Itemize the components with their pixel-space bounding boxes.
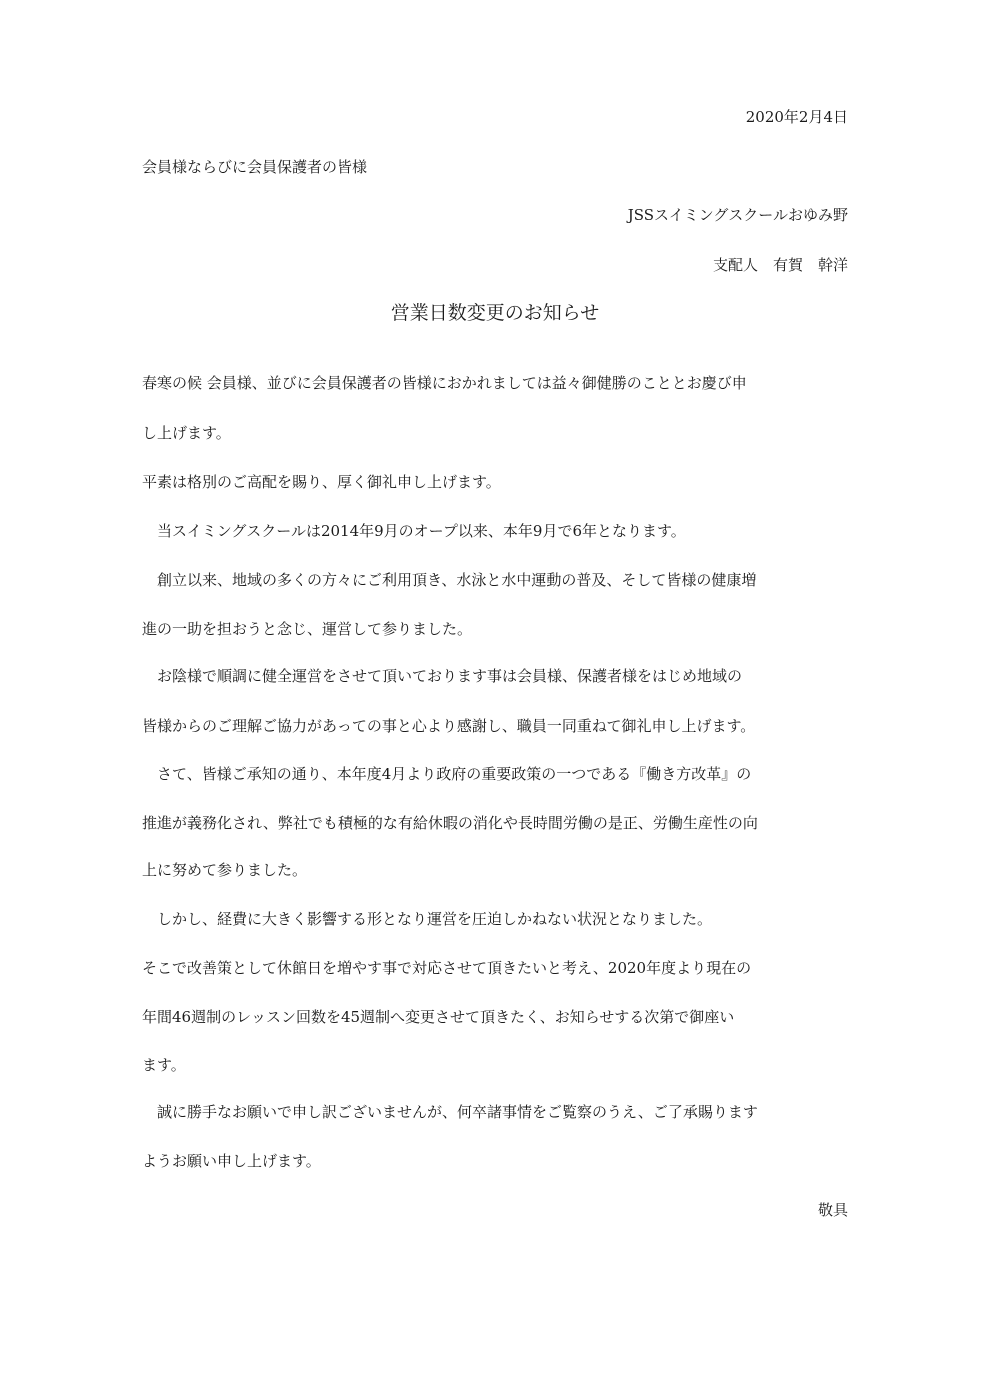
- notice-title: 営業日数変更のお知らせ: [390, 302, 600, 324]
- body-line: 年間46週制のレッスン回数を45週制へ変更させて頂きたく、お知らせする次第で御座い: [142, 1008, 735, 1026]
- letter-date: 2020年2月4日: [745, 108, 848, 126]
- body-line: 進の一助を担おうと念じ、運営して参りました。: [142, 620, 473, 638]
- body-line: 推進が義務化され、弊社でも積極的な有給休暇の消化や長時間労働の是正、労働生産性の向: [142, 814, 758, 832]
- body-line: ます。: [142, 1056, 186, 1074]
- recipient-line: 会員様ならびに会員保護者の皆様: [142, 158, 368, 176]
- body-line: 春寒の候 会員様、並びに会員保護者の皆様におかれましては益々御健勝のこととお慶び申: [142, 374, 747, 392]
- body-line: 皆様からのご理解ご協力があっての事と心より感謝し、職員一同重ねて御礼申し上げます。: [142, 717, 756, 735]
- body-line: お陰様で順調に健全運営をさせて頂いております事は会員様、保護者様をはじめ地域の: [142, 667, 743, 685]
- body-line: 当スイミングスクールは2014年9月のオープ以来、本年9月で6年となります。: [142, 522, 686, 540]
- body-line: 平素は格別のご高配を賜り、厚く御礼申し上げます。: [142, 473, 501, 491]
- body-line: しかし、経費に大きく影響する形となり運営を圧迫しかねない状況となりました。: [142, 910, 713, 928]
- body-line: 創立以来、地域の多くの方々にご利用頂き、水泳と水中運動の普及、そして皆様の健康増: [142, 571, 757, 589]
- body-line: 上に努めて参りました。: [142, 861, 308, 879]
- closing-keigu: 敬具: [817, 1201, 848, 1219]
- body-line: さて、皆様ご承知の通り、本年度4月より政府の重要政策の一つである『働き方改革』の: [142, 765, 752, 783]
- body-line: ようお願い申し上げます。: [142, 1152, 321, 1170]
- sender-manager: 支配人 有賀 幹洋: [712, 256, 848, 274]
- body-line: 誠に勝手なお願いで申し訳ございませんが、何卒諸事情をご覧察のうえ、ご了承賜ります: [142, 1103, 758, 1121]
- body-line: し上げます。: [142, 424, 231, 442]
- body-line: そこで改善策として休館日を増やす事で対応させて頂きたいと考え、2020年度より現在の: [142, 959, 752, 977]
- sender-organization: JSSスイミングスクールおゆみ野: [627, 206, 848, 224]
